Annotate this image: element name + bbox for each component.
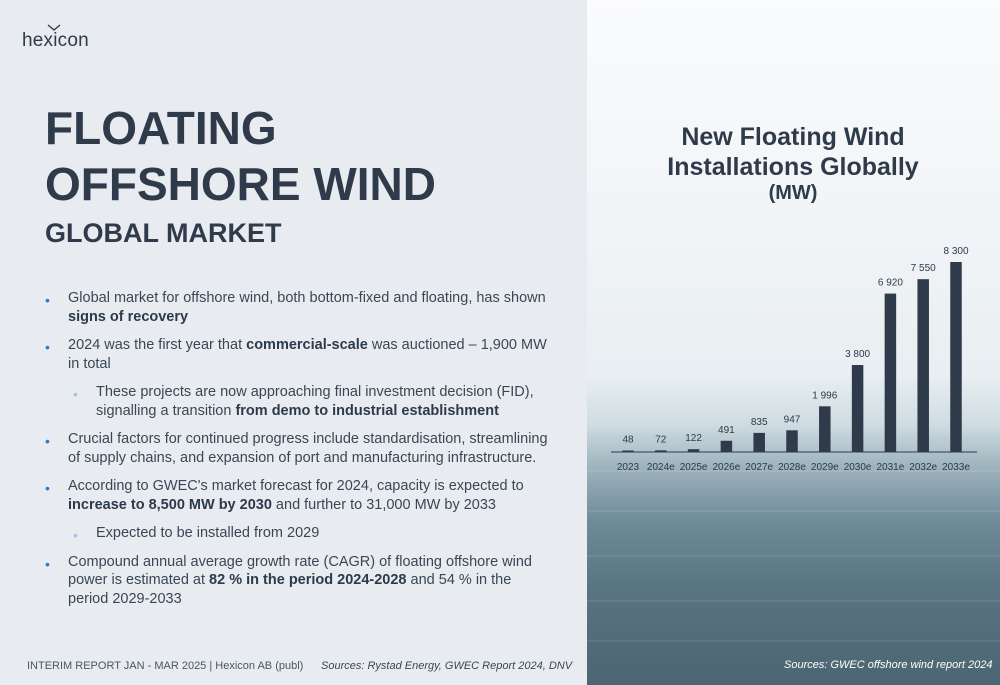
data-label-2027e: 835: [750, 416, 768, 428]
bullet-item: • According to GWEC's market forecast for 2024, capacity is expected to increase to 8,500 MW by 2030 and further to 31,000 MW by 2033: [45, 478, 524, 513]
bar-2023: [622, 451, 634, 453]
bullet-dot-icon: •: [45, 480, 50, 496]
bar-2033e: [950, 262, 962, 452]
bullet-item: • Compound annual average growth rate (CAGR) of floating offshore wind power is estimated at 82 % in the period 2024-2028 and 54 % in the period 2029-2033: [45, 553, 532, 607]
bullet-dot-icon: •: [45, 339, 50, 355]
bar-chart: [587, 230, 1000, 490]
sub-bullet-item: • These projects are now approaching final investment decision (FID), signalling a transition from demo to industrial establishment: [73, 384, 534, 419]
x-tick-label-2027e: 2027e: [745, 462, 774, 473]
page-subtitle: GLOBAL MARKET: [45, 218, 282, 248]
bar-2030e: [852, 365, 864, 452]
x-tick-label-2033e: 2033e: [942, 462, 970, 473]
data-label-2031e: 6 920: [877, 277, 903, 289]
sources-left: Sources: Rystad Energy, GWEC Report 2024, DNV: [321, 660, 573, 672]
title-line-1: FLOATING: [45, 102, 277, 154]
bullet-dot-icon: •: [45, 292, 50, 308]
bar-2031e: [885, 294, 897, 452]
bullet-dot-icon: •: [45, 555, 50, 572]
sub-bullet-item: • Expected to be installed from 2029: [73, 525, 320, 543]
x-tick-label-2028e: 2028e: [778, 462, 806, 473]
bar-2026e: [721, 441, 733, 452]
data-label-2026e: 491: [718, 424, 735, 436]
bar-2027e: [753, 433, 765, 452]
hexicon-logo: hexicon: [22, 30, 89, 51]
data-label-2024e: 72: [655, 434, 667, 446]
bar-2024e: [655, 450, 667, 452]
x-tick-label-2031e: 2031e: [876, 462, 905, 473]
data-label-2025e: 122: [685, 433, 702, 445]
sub-bullet-dot-icon: •: [73, 386, 78, 402]
bullet-dot-icon: •: [45, 433, 50, 449]
title-line-2: OFFSHORE WIND: [45, 158, 436, 210]
data-label-2032e: 7 550: [910, 263, 936, 275]
x-tick-label-2026e: 2026e: [712, 462, 741, 473]
x-tick-label-2023: 2023: [616, 462, 640, 473]
chart-title: New Floating Wind Installations Globally: [667, 123, 919, 181]
bullet-item: • 2024 was the first year that commercial-scale was auctioned – 1,900 MW in total: [45, 337, 547, 372]
bullet-item: • Crucial factors for continued progress include standardisation, streamlining of supply chains, and expansion of port and manufacturing infrastructure.: [45, 431, 548, 466]
sources-right: Sources: GWEC offshore wind report 2024: [784, 659, 993, 671]
data-label-2029e: 1 996: [812, 390, 838, 402]
data-label-2033e: 8 300: [943, 246, 969, 257]
page-title: [45, 100, 565, 212]
data-label-2028e: 947: [783, 414, 801, 426]
footer-report-label: INTERIM REPORT JAN - MAR 2025 | Hexicon AB (publ): [27, 660, 304, 672]
x-tick-label-2024e: 2024e: [646, 462, 675, 473]
bar-2025e: [688, 449, 700, 452]
bar-2029e: [819, 406, 831, 452]
data-label-2030e: 3 800: [845, 349, 871, 361]
bar-2028e: [786, 430, 798, 452]
data-label-2023: 48: [622, 434, 634, 446]
x-tick-label-2032e: 2032e: [909, 462, 938, 473]
x-tick-label-2025e: 2025e: [679, 462, 708, 473]
x-tick-label-2029e: 2029e: [810, 462, 839, 473]
bullet-item: • Global market for offshore wind, both bottom-fixed and floating, has shown signs of recovery: [45, 290, 546, 325]
bullet-list: [45, 289, 555, 618]
x-tick-label-2030e: 2030e: [843, 462, 872, 473]
sub-bullet-dot-icon: •: [73, 527, 78, 543]
chart-unit: (MW): [768, 182, 818, 204]
bar-2032e: [917, 279, 929, 452]
